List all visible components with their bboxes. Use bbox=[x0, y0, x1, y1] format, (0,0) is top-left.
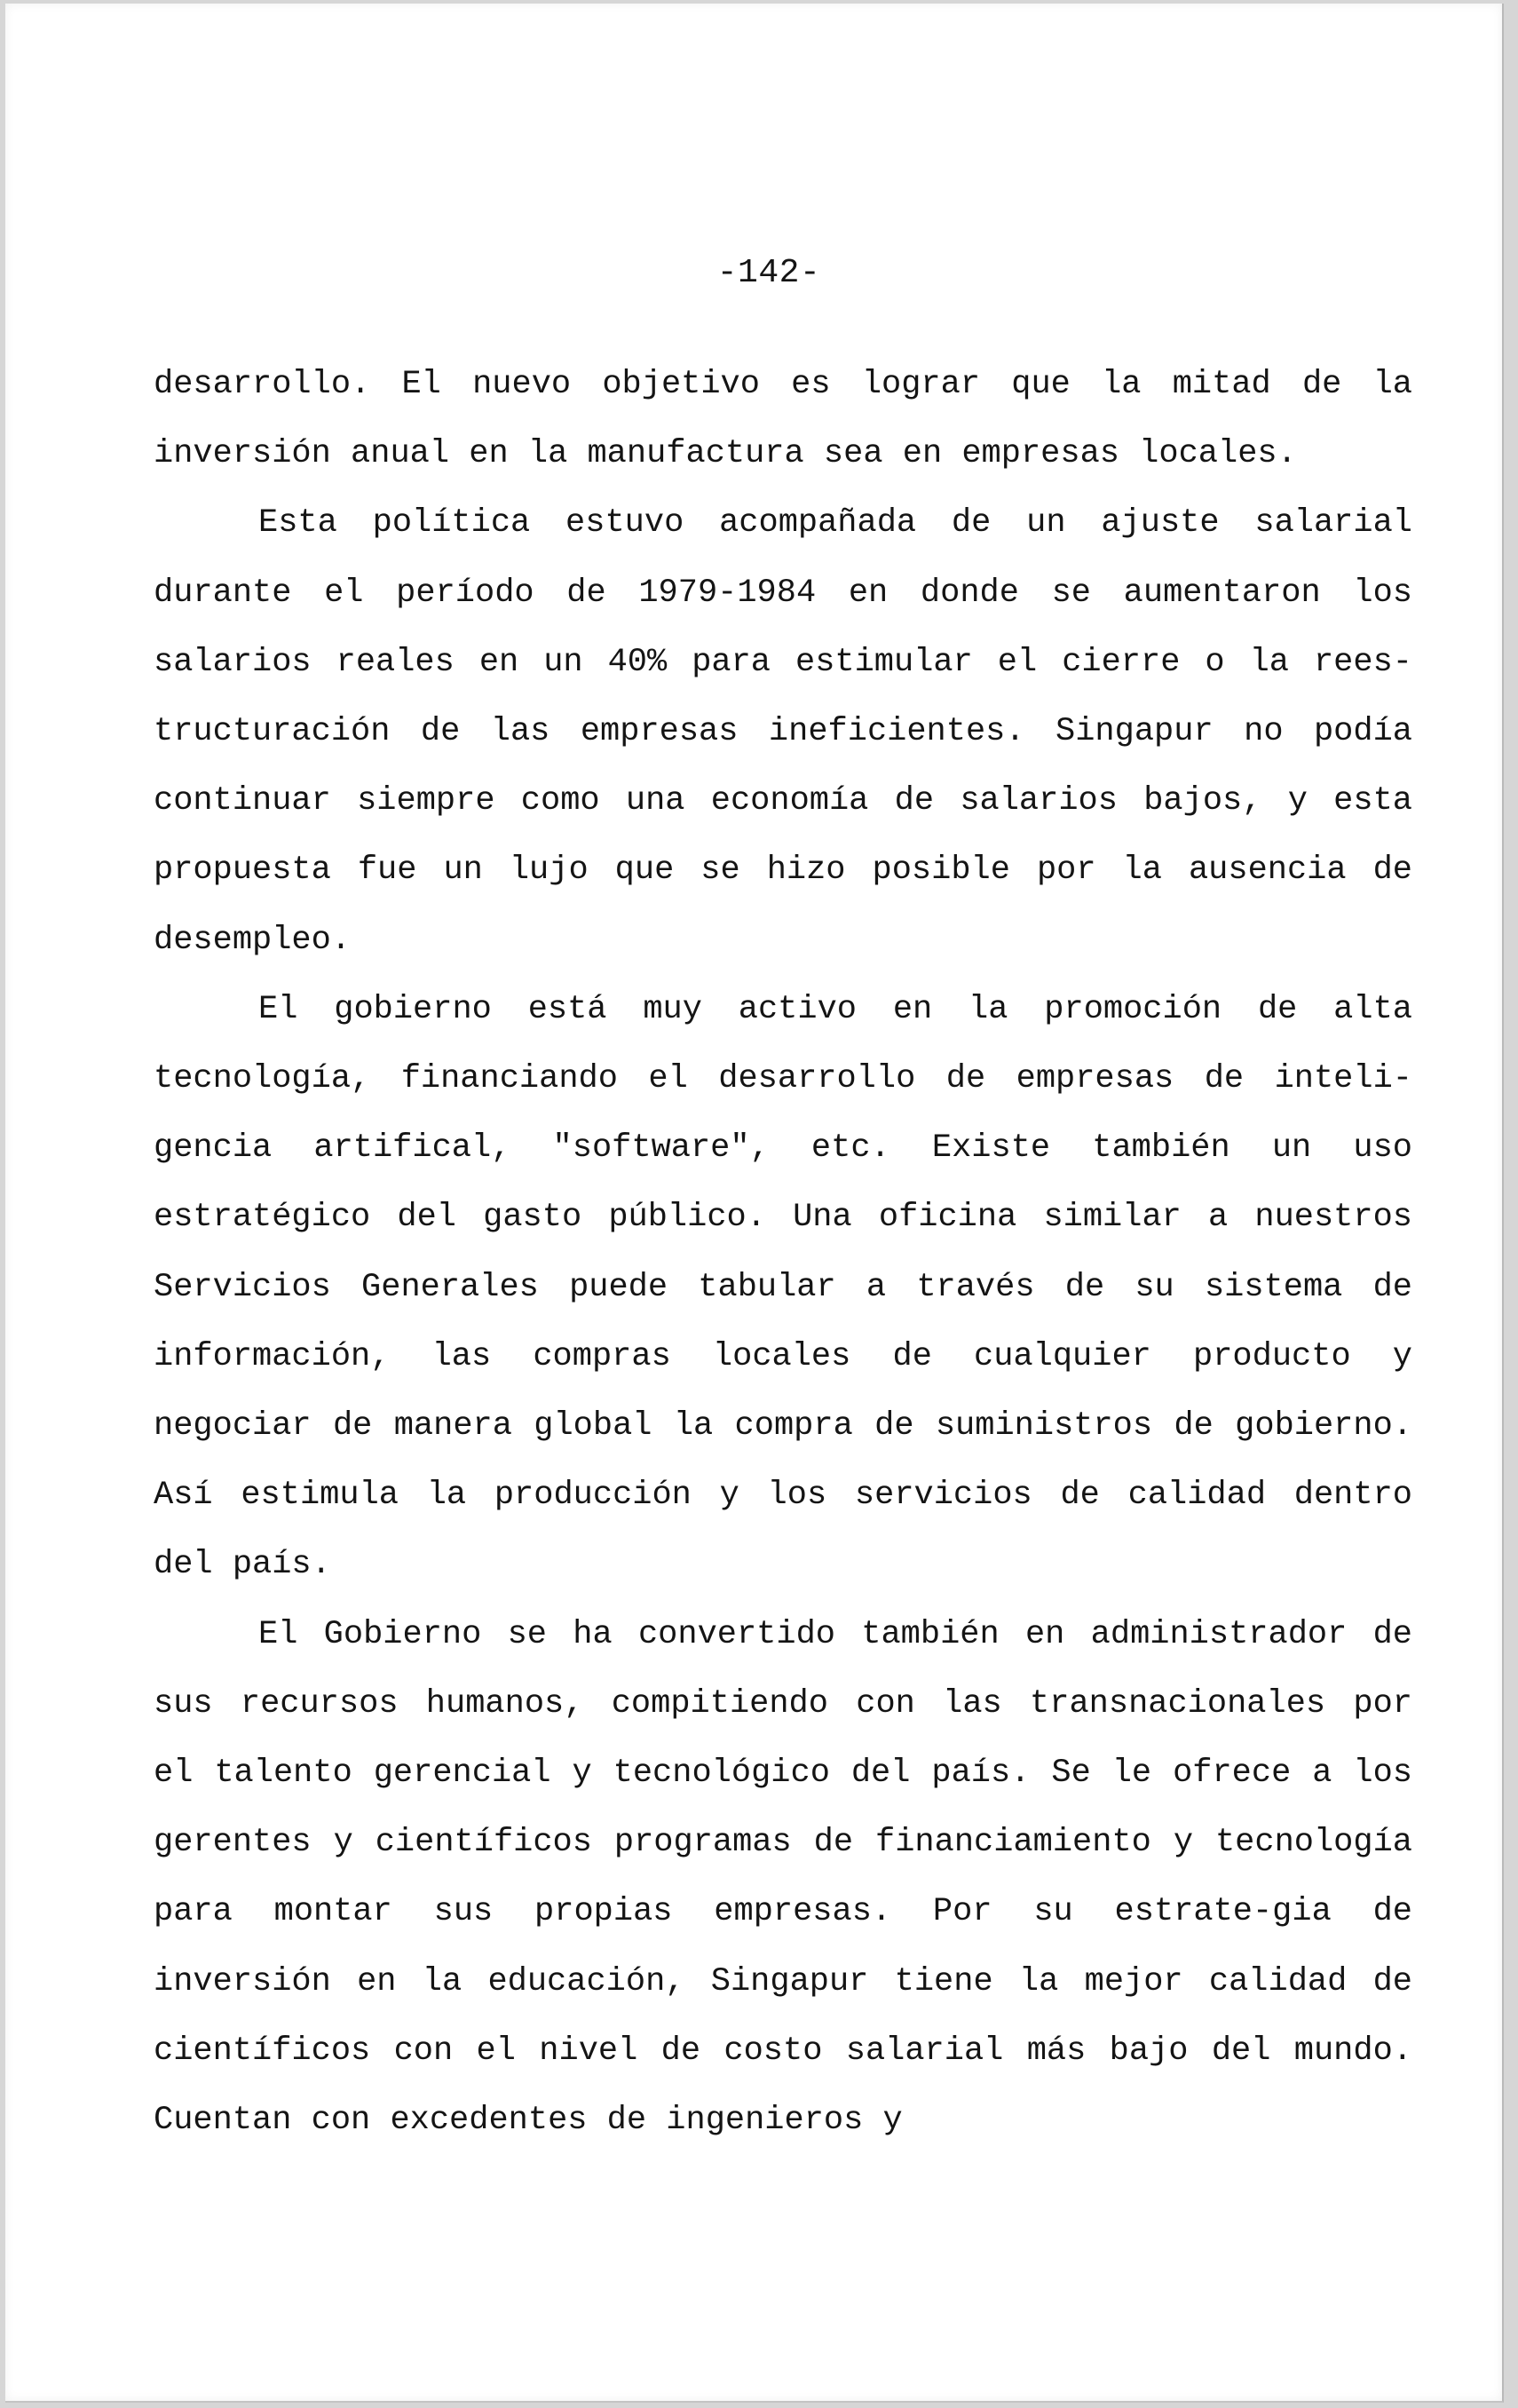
paragraph-human-resources: El Gobierno se ha convertido también en administrador de sus recursos humanos, compitiendo con las transnacionales por el talento gerencial y tecnológico del país. Se le ofrece a los gerentes y científicos programas de financiamiento y tecnología para montar sus propias empresas. Por su estrate-gia de inversión en la educación, Singapur tiene la mejor calidad de científicos con el nivel de costo salarial más bajo del mundo. Cuentan con excedentes de ingenieros y bbox=[154, 1615, 1412, 2140]
body-text bbox=[154, 350, 1412, 2155]
document-page bbox=[5, 4, 1504, 2403]
paragraph-salary-policy: Esta política estuvo acompañada de un ajuste salarial durante el período de 1979-1984 en donde se aumentaron los salarios reales en un 40% para estimular el cierre o la rees-tructuración de las empresas ineficientes. Singapur no podía continuar siempre como una economía de salarios bajos, y esta propuesta fue un lujo que se hizo posible por la ausencia de desempleo. bbox=[154, 504, 1412, 959]
paragraph-high-technology: El gobierno está muy activo en la promoción de alta tecnología, financiando el desarrollo de empresas de inteli-gencia artifical, "software", etc. Existe también un uso estratégico del gasto público. Una oficina similar a nuestros Servicios Generales puede tabular a través de su sistema de información, las compras locales de cualquier producto y negociar de manera global la compra de suministros de gobierno. Así estimula la producción y los servicios de calidad dentro del país. bbox=[154, 990, 1412, 1584]
paragraph-continuation: desarrollo. El nuevo objetivo es lograr que la mitad de la inversión anual en la manufactura sea en empresas locales. bbox=[154, 366, 1412, 473]
page-number: -142- bbox=[716, 254, 821, 292]
